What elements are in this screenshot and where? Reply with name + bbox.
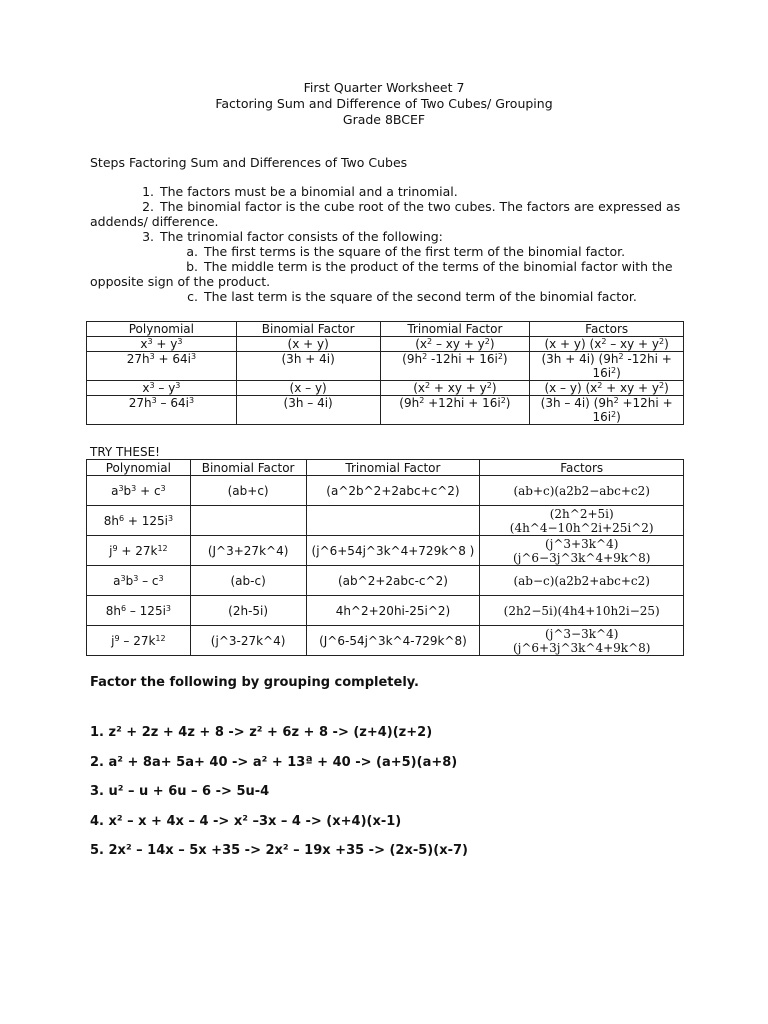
- table-row: [87, 566, 684, 596]
- table-row: [87, 476, 684, 506]
- table-row: [87, 396, 684, 425]
- table-row: [87, 536, 684, 566]
- column-header: Polynomial: [87, 322, 237, 337]
- binomial-answer: [190, 506, 306, 536]
- step-3b-continued: opposite sign of the product.: [90, 274, 271, 289]
- binomial-answer: (ab+c): [190, 476, 306, 506]
- polynomial-cell: $8h^6 + 125i^3$: [87, 506, 191, 536]
- trinomial-cell: ($x^2$ – xy + $y^2$): [380, 337, 530, 352]
- trinomial-answer: (ab^2+2abc-c^2): [306, 566, 480, 596]
- table-row: [87, 337, 684, 352]
- binomial-answer: (J^3+27k^4): [190, 536, 306, 566]
- trinomial-cell: ($x^2$ + xy + $y^2$): [380, 381, 530, 396]
- binomial-answer: (j^3-27k^4): [190, 626, 306, 656]
- polynomial-cell: $a^3b^3 - c^3$: [87, 566, 191, 596]
- table-header-row: [87, 460, 684, 476]
- trinomial-answer: 4h^2+20hi-25i^2): [306, 596, 480, 626]
- factors-answer: (2h2−5i)(4h4+10h2i−25): [480, 596, 684, 626]
- step-3: 3. The trinomial factor consists of the following:: [142, 229, 443, 244]
- practice-table: [86, 459, 684, 656]
- grouping-problem-3: 3. u² – u + 6u – 6 -> 5u-4: [90, 784, 270, 799]
- table-header-row: [87, 322, 684, 337]
- grouping-heading: Factor the following by grouping completely.: [90, 675, 419, 690]
- column-header: Factors: [480, 460, 684, 476]
- try-these-label: TRY THESE!: [90, 445, 160, 459]
- polynomial-cell: $j^9 - 27k^{12}$: [87, 626, 191, 656]
- trinomial-answer: (j^6+54j^3k^4+729k^8 ): [306, 536, 480, 566]
- factors-answer: (j^3−3k^4)(j^6+3j^3k^4+9k^8): [480, 626, 684, 656]
- factors-cell: (3h – 4i) ($9h^2 +12hi$ + $16i^2$): [530, 396, 684, 425]
- polynomial-cell: $8h^6 - 125i^3$: [87, 596, 191, 626]
- binomial-answer: (2h-5i): [190, 596, 306, 626]
- steps-heading: Steps Factoring Sum and Differences of Two Cubes: [90, 155, 408, 170]
- column-header: Trinomial Factor: [306, 460, 480, 476]
- factors-answer: (ab+c)(a2b2−abc+c2): [480, 476, 684, 506]
- trinomial-answer: (J^6-54j^3k^4-729k^8): [306, 626, 480, 656]
- trinomial-answer: [306, 506, 480, 536]
- grouping-problem-4: 4. x² – x + 4x – 4 -> x² –3x – 4 -> (x+4)(x-1): [90, 813, 402, 829]
- grouping-problem-2: 2. a² + 8a+ 5a+ 40 -> a² + 13ª + 40 -> (a+5)(a+8): [90, 754, 458, 770]
- table-row: [87, 381, 684, 396]
- table-row: [87, 626, 684, 656]
- grouping-problems: [90, 718, 710, 866]
- factors-cell: (3h + 4i) ($9h^2$ -12hi + $16i^2$): [530, 352, 684, 381]
- step-3b: b. The middle term is the product of the terms of the binomial factor with the: [186, 259, 673, 274]
- polynomial-cell: $27h^3 - 64i^3$: [87, 396, 237, 425]
- trinomial-cell: $(9h^2 +12hi + 16i^2)$: [380, 396, 530, 425]
- column-header: Binomial Factor: [190, 460, 306, 476]
- examples-table: [86, 321, 684, 425]
- worksheet-grade: Grade 8BCEF: [342, 112, 426, 127]
- polynomial-cell: $j^9 + 27k^{12}$: [87, 536, 191, 566]
- step-1: 1. The factors must be a binomial and a trinomial.: [142, 184, 458, 199]
- table-row: [87, 506, 684, 536]
- trinomial-answer: (a^2b^2+2abc+c^2): [306, 476, 480, 506]
- factors-answer: (j^3+3k^4)(j^6−3j^3k^4+9k^8): [480, 536, 684, 566]
- step-3a: a. The first terms is the square of the first term of the binomial factor.: [186, 244, 626, 259]
- step-3c: c. The last term is the square of the second term of the binomial factor.: [187, 289, 637, 304]
- column-header: Polynomial: [87, 460, 191, 476]
- factors-cell: (x – y) ($x^2$ + xy + $y^2$): [530, 381, 684, 396]
- factors-answer: (2h^2+5i)(4h^4−10h^2i+25i^2): [480, 506, 684, 536]
- trinomial-cell: ($9h^2$ $-12hi + 16i^2$): [380, 352, 530, 381]
- polynomial-cell: $x^3 + y^3$: [87, 337, 237, 352]
- steps-list: [90, 184, 680, 304]
- binomial-cell: (3h + 4i): [236, 352, 380, 381]
- factors-cell: (x + y) ($x^2$ – xy + $y^2$): [530, 337, 684, 352]
- binomial-cell: (x – y): [236, 381, 380, 396]
- grouping-problem-1: 1. z² + 2z + 4z + 8 -> z² + 6z + 8 -> (z+4)(z+2): [90, 725, 433, 740]
- worksheet-subtitle: Factoring Sum and Difference of Two Cubes/ Grouping: [215, 96, 553, 111]
- worksheet-title: First Quarter Worksheet 7: [303, 80, 465, 95]
- binomial-cell: (3h – 4i): [236, 396, 380, 425]
- polynomial-cell: $x^3 - y^3$: [87, 381, 237, 396]
- table-row: [87, 596, 684, 626]
- worksheet-header: [0, 80, 768, 128]
- factors-answer: (ab−c)(a2b2+abc+c2): [480, 566, 684, 596]
- step-2-continued: addends/ difference.: [90, 214, 219, 229]
- table-row: [87, 352, 684, 381]
- column-header: Trinomial Factor: [380, 322, 530, 337]
- column-header: Binomial Factor: [236, 322, 380, 337]
- grouping-problem-5: 5. 2x² – 14x – 5x +35 -> 2x² – 19x +35 -> (2x-5)(x-7): [90, 843, 468, 858]
- column-header: Factors: [530, 322, 684, 337]
- polynomial-cell: $a^3b^3 + c^3$: [87, 476, 191, 506]
- polynomial-cell: $27h^3 + 64i^3$: [87, 352, 237, 381]
- binomial-answer: (ab-c): [190, 566, 306, 596]
- step-2: 2. The binomial factor is the cube root of the two cubes. The factors are expressed as: [142, 199, 681, 214]
- binomial-cell: (x + y): [236, 337, 380, 352]
